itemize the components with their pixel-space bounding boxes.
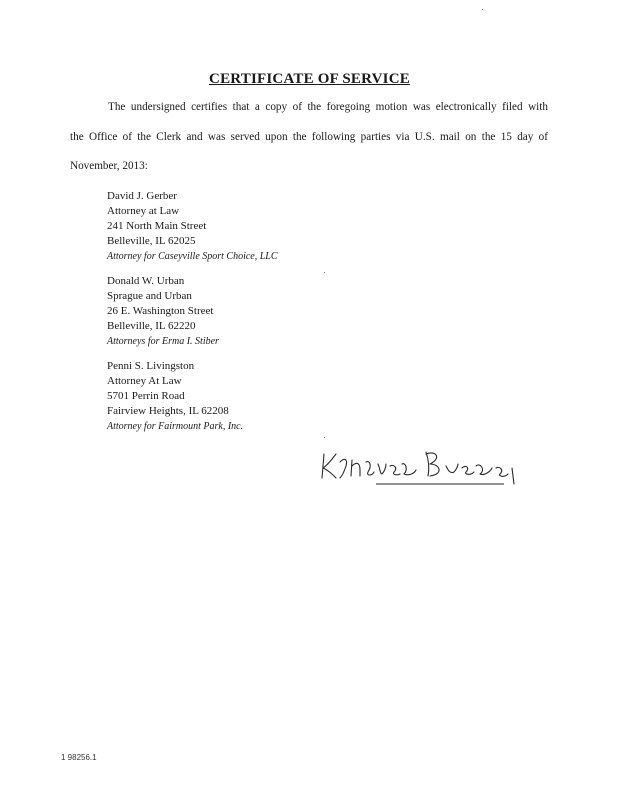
document-footer-code: 1 98256.1 [61,753,97,762]
party-firm: Sprague and Urban [107,290,192,302]
party-street: 5701 Perrin Road [107,390,185,402]
party-name: David J. Gerber [107,190,177,202]
party-block-urban [107,274,219,349]
handwritten-signature [318,440,528,486]
scan-speck [324,272,325,273]
party-name: Donald W. Urban [107,275,185,287]
party-role: Attorneys for Erma I. Stiber [107,336,219,347]
party-block-gerber [107,189,278,264]
scan-speck [324,437,325,438]
party-name: Penni S. Livingston [107,360,195,372]
party-role: Attorney for Caseyville Sport Choice, LLC [107,251,278,262]
paragraph-line-1: The undersigned certifies that a copy of the foregoing motion was electronically filed with [108,101,548,113]
party-role: Attorney for Fairmount Park, Inc. [107,421,244,432]
party-city: Belleville, IL 62220 [107,320,196,332]
party-street: 26 E. Washington Street [107,305,214,317]
party-block-livingston [107,359,243,434]
scan-speck [482,9,483,10]
party-street: 241 North Main Street [107,220,207,232]
party-firm: Attorney at Law [107,205,180,217]
party-firm: Attorney At Law [107,375,182,387]
paragraph-line-2: the Office of the Clerk and was served upon the following parties via U.S. mail on the 15 day of [70,131,548,143]
document-title: CERTIFICATE OF SERVICE [209,71,410,87]
paragraph-line-3: November, 2013: [70,160,148,172]
party-city: Belleville, IL 62025 [107,235,196,247]
party-city: Fairview Heights, IL 62208 [107,405,229,417]
